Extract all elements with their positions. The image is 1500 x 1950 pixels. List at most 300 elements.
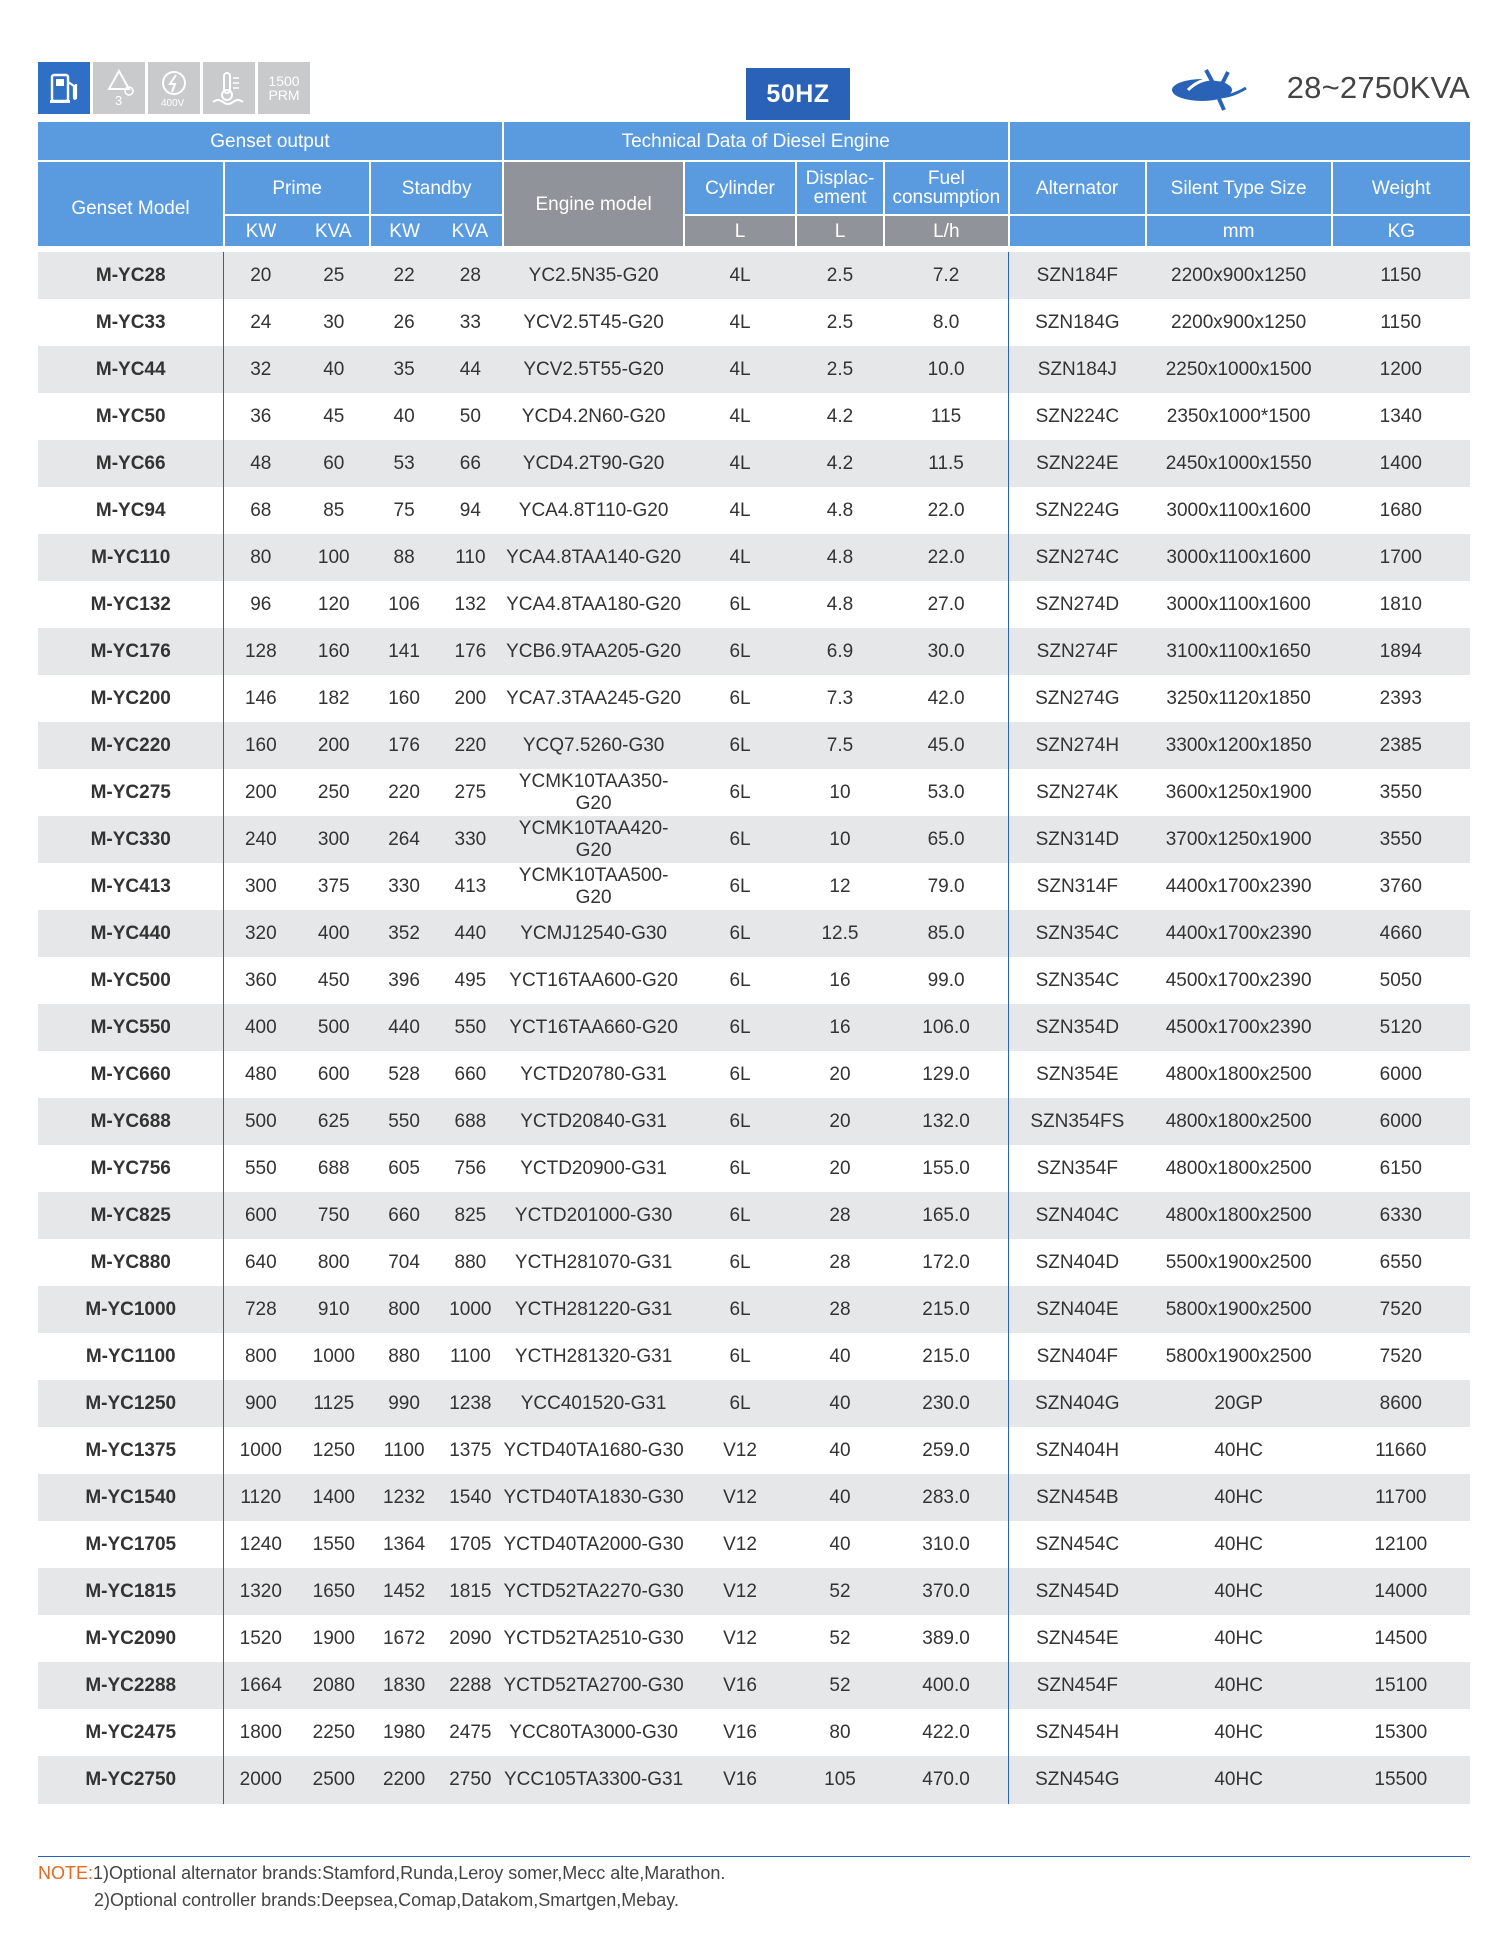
displacement-cell: 40: [796, 1474, 884, 1521]
engine-model-cell: YCTD20900-G31: [503, 1145, 684, 1192]
table-row: [38, 1521, 1470, 1568]
svg-text:400V: 400V: [161, 98, 185, 109]
table-row: [38, 1333, 1470, 1380]
table-row: [38, 1568, 1470, 1615]
prime-kva-cell: 500: [297, 1004, 370, 1051]
genset-model-cell: M-YC2475: [38, 1709, 224, 1756]
prime-kw-cell: 1800: [224, 1709, 297, 1756]
engine-model-cell: YCTD20840-G31: [503, 1098, 684, 1145]
silent-size-cell: 40HC: [1146, 1662, 1332, 1709]
alternator-cell: SZN184G: [1009, 299, 1146, 346]
silent-size-cell: 40HC: [1146, 1521, 1332, 1568]
silent-size-cell: 2200x900x1250: [1146, 299, 1332, 346]
fuel-consumption-cell: 79.0: [884, 863, 1008, 910]
table-row: [38, 1427, 1470, 1474]
standby-kva-cell: 2090: [438, 1615, 503, 1662]
displacement-cell: 52: [796, 1568, 884, 1615]
prime-kw-cell: 480: [224, 1051, 297, 1098]
fuel-consumption-cell: 22.0: [884, 487, 1008, 534]
engine-model-cell: YCV2.5T45-G20: [503, 299, 684, 346]
alternator-cell: SZN404D: [1009, 1239, 1146, 1286]
alternator-cell: SZN274D: [1009, 581, 1146, 628]
voltage-icon: [148, 62, 200, 114]
standby-kw-cell: 880: [370, 1333, 437, 1380]
cylinder-cell: 6L: [684, 816, 796, 863]
silent-size-cell: 4800x1800x2500: [1146, 1192, 1332, 1239]
genset-model-cell: M-YC550: [38, 1004, 224, 1051]
prime-kva-cell: 300: [297, 816, 370, 863]
weight-cell: 14500: [1332, 1615, 1470, 1662]
notes: [38, 1860, 725, 1914]
prime-kw-cell: 800: [224, 1333, 297, 1380]
cylinder-cell: 6L: [684, 769, 796, 816]
standby-kw-cell: 220: [370, 769, 437, 816]
prime-kw-cell: 600: [224, 1192, 297, 1239]
prime-kw-cell: 320: [224, 910, 297, 957]
standby-kva-cell: 550: [438, 1004, 503, 1051]
prime-kw-cell: 2000: [224, 1756, 297, 1804]
fuel-consumption-cell: 85.0: [884, 910, 1008, 957]
table-row: [38, 346, 1470, 393]
standby-kw-cell: 160: [370, 675, 437, 722]
table-row: [38, 393, 1470, 440]
displacement-cell: 80: [796, 1709, 884, 1756]
fuel-consumption-cell: 53.0: [884, 769, 1008, 816]
prime-kva-cell: 85: [297, 487, 370, 534]
genset-model-cell: M-YC1000: [38, 1286, 224, 1333]
fuel-consumption-header: Fuel consumption: [884, 161, 1008, 215]
prime-kw-cell: 128: [224, 628, 297, 675]
standby-kva-cell: 1100: [438, 1333, 503, 1380]
standby-kw-cell: 35: [370, 346, 437, 393]
prime-kw-cell: 1120: [224, 1474, 297, 1521]
silent-size-cell: 2200x900x1250: [1146, 249, 1332, 299]
silent-size-cell: 3000x1100x1600: [1146, 487, 1332, 534]
weight-cell: 2393: [1332, 675, 1470, 722]
genset-model-cell: M-YC94: [38, 487, 224, 534]
engine-model-cell: YCC80TA3000-G30: [503, 1709, 684, 1756]
cylinder-unit: L: [684, 215, 796, 249]
fuel-consumption-cell: 215.0: [884, 1333, 1008, 1380]
alternator-cell: SZN314F: [1009, 863, 1146, 910]
displacement-cell: 40: [796, 1380, 884, 1427]
column-header-row: [38, 161, 1470, 215]
alternator-unit: [1009, 215, 1146, 249]
genset-model-cell: M-YC500: [38, 957, 224, 1004]
fuel-consumption-cell: 310.0: [884, 1521, 1008, 1568]
standby-kw-cell: 40: [370, 393, 437, 440]
silent-size-cell: 3700x1250x1900: [1146, 816, 1332, 863]
standby-kva-cell: 1238: [438, 1380, 503, 1427]
alternator-cell: SZN274H: [1009, 722, 1146, 769]
engine-model-cell: YCTD40TA2000-G30: [503, 1521, 684, 1568]
silent-size-cell: 4400x1700x2390: [1146, 910, 1332, 957]
prime-kva-unit: KVA: [297, 215, 370, 249]
table-row: [38, 957, 1470, 1004]
prime-kva-cell: 250: [297, 769, 370, 816]
table-row: [38, 581, 1470, 628]
cylinder-cell: V16: [684, 1662, 796, 1709]
engine-data-header: Technical Data of Diesel Engine: [503, 122, 1009, 161]
standby-kva-cell: 94: [438, 487, 503, 534]
genset-model-cell: M-YC2750: [38, 1756, 224, 1804]
standby-kva-cell: 330: [438, 816, 503, 863]
table-row: [38, 1286, 1470, 1333]
alternator-cell: SZN274F: [1009, 628, 1146, 675]
engine-model-cell: YCTH281320-G31: [503, 1333, 684, 1380]
prime-kva-cell: 2250: [297, 1709, 370, 1756]
engine-model-cell: YCA4.8TAA140-G20: [503, 534, 684, 581]
standby-kva-unit: KVA: [438, 215, 503, 249]
cylinder-cell: V12: [684, 1615, 796, 1662]
standby-kw-cell: 1232: [370, 1474, 437, 1521]
prime-kva-cell: 2500: [297, 1756, 370, 1804]
weight-cell: 15500: [1332, 1756, 1470, 1804]
silent-size-cell: 2250x1000x1500: [1146, 346, 1332, 393]
table-row: [38, 1239, 1470, 1286]
cylinder-cell: 6L: [684, 1380, 796, 1427]
fuel-consumption-cell: 8.0: [884, 299, 1008, 346]
displacement-cell: 20: [796, 1051, 884, 1098]
weight-cell: 6000: [1332, 1098, 1470, 1145]
fuel-consumption-cell: 11.5: [884, 440, 1008, 487]
table-row: [38, 1662, 1470, 1709]
genset-model-cell: M-YC330: [38, 816, 224, 863]
prime-kva-cell: 1550: [297, 1521, 370, 1568]
table-row: [38, 1051, 1470, 1098]
fuel-consumption-cell: 132.0: [884, 1098, 1008, 1145]
displacement-cell: 4.8: [796, 487, 884, 534]
table-row: [38, 722, 1470, 769]
table-row: [38, 249, 1470, 299]
prime-header: Prime: [224, 161, 370, 215]
cylinder-cell: 6L: [684, 1051, 796, 1098]
engine-model-cell: YCTH281070-G31: [503, 1239, 684, 1286]
fuel-consumption-cell: 42.0: [884, 675, 1008, 722]
cylinder-cell: 4L: [684, 440, 796, 487]
genset-model-cell: M-YC756: [38, 1145, 224, 1192]
table-row: [38, 1098, 1470, 1145]
alternator-cell: SZN184F: [1009, 249, 1146, 299]
genset-spec-table: [38, 122, 1470, 1804]
cylinder-header: Cylinder: [684, 161, 796, 215]
alternator-group-header: [1009, 122, 1470, 161]
prime-kva-cell: 1650: [297, 1568, 370, 1615]
fuel-consumption-cell: 30.0: [884, 628, 1008, 675]
genset-model-cell: M-YC66: [38, 440, 224, 487]
alternator-cell: SZN184J: [1009, 346, 1146, 393]
standby-kw-cell: 26: [370, 299, 437, 346]
spec-table-body: [38, 249, 1470, 1804]
genset-model-cell: M-YC1100: [38, 1333, 224, 1380]
cylinder-cell: 4L: [684, 249, 796, 299]
engine-model-cell: YCD4.2N60-G20: [503, 393, 684, 440]
table-row: [38, 1192, 1470, 1239]
cylinder-cell: 6L: [684, 1286, 796, 1333]
weight-cell: 3550: [1332, 816, 1470, 863]
displacement-cell: 52: [796, 1615, 884, 1662]
standby-kw-cell: 660: [370, 1192, 437, 1239]
speed-icon: 1500 PRM: [258, 62, 310, 114]
engine-model-cell: YCA7.3TAA245-G20: [503, 675, 684, 722]
prime-kw-cell: 728: [224, 1286, 297, 1333]
genset-output-header: Genset output: [38, 122, 503, 161]
cylinder-cell: 4L: [684, 346, 796, 393]
alternator-cell: SZN354D: [1009, 1004, 1146, 1051]
prime-kw-cell: 32: [224, 346, 297, 393]
genset-model-cell: M-YC275: [38, 769, 224, 816]
silent-size-cell: 3300x1200x1850: [1146, 722, 1332, 769]
alternator-cell: SZN274K: [1009, 769, 1146, 816]
silent-size-cell: 4800x1800x2500: [1146, 1145, 1332, 1192]
prime-kw-cell: 1664: [224, 1662, 297, 1709]
engine-model-cell: YCTD52TA2700-G30: [503, 1662, 684, 1709]
cylinder-cell: 4L: [684, 299, 796, 346]
fuel-consumption-cell: 389.0: [884, 1615, 1008, 1662]
table-bottom-rule: [38, 1856, 1470, 1857]
silent-size-cell: 40HC: [1146, 1756, 1332, 1804]
prime-kva-cell: 25: [297, 249, 370, 299]
weight-cell: 15100: [1332, 1662, 1470, 1709]
standby-kva-cell: 413: [438, 863, 503, 910]
genset-model-cell: M-YC200: [38, 675, 224, 722]
engine-model-cell: YCMK10TAA350-G20: [503, 769, 684, 816]
cylinder-cell: 6L: [684, 581, 796, 628]
engine-model-cell: YCT16TAA600-G20: [503, 957, 684, 1004]
engine-model-cell: YCMK10TAA500-G20: [503, 863, 684, 910]
prime-kw-cell: 80: [224, 534, 297, 581]
prime-kw-cell: 550: [224, 1145, 297, 1192]
prime-kva-cell: 120: [297, 581, 370, 628]
silent-size-cell: 40HC: [1146, 1474, 1332, 1521]
table-row: [38, 487, 1470, 534]
weight-cell: 15300: [1332, 1709, 1470, 1756]
weight-cell: 5050: [1332, 957, 1470, 1004]
table-row: [38, 910, 1470, 957]
table-row: [38, 1145, 1470, 1192]
alternator-cell: SZN454D: [1009, 1568, 1146, 1615]
weight-cell: 3550: [1332, 769, 1470, 816]
genset-model-cell: M-YC1250: [38, 1380, 224, 1427]
standby-kw-cell: 1364: [370, 1521, 437, 1568]
displacement-cell: 40: [796, 1333, 884, 1380]
table-row: [38, 863, 1470, 910]
table-row: [38, 769, 1470, 816]
fuel-consumption-cell: 7.2: [884, 249, 1008, 299]
genset-model-cell: M-YC176: [38, 628, 224, 675]
standby-kw-cell: 605: [370, 1145, 437, 1192]
weight-header: Weight: [1332, 161, 1470, 215]
displacement-cell: 10: [796, 816, 884, 863]
genset-model-cell: M-YC44: [38, 346, 224, 393]
displacement-cell: 4.8: [796, 581, 884, 628]
alternator-header: Alternator: [1009, 161, 1146, 215]
prime-kw-cell: 36: [224, 393, 297, 440]
displacement-cell: 10: [796, 769, 884, 816]
standby-kw-cell: 53: [370, 440, 437, 487]
prime-kva-cell: 60: [297, 440, 370, 487]
water-cooling-icon: [203, 62, 255, 114]
genset-model-cell: M-YC413: [38, 863, 224, 910]
note-label: NOTE:: [38, 1863, 94, 1883]
cylinder-cell: 4L: [684, 487, 796, 534]
silent-size-cell: 4800x1800x2500: [1146, 1051, 1332, 1098]
prime-kw-cell: 400: [224, 1004, 297, 1051]
standby-kva-cell: 440: [438, 910, 503, 957]
standby-kva-cell: 110: [438, 534, 503, 581]
displacement-cell: 4.2: [796, 393, 884, 440]
prime-kva-cell: 100: [297, 534, 370, 581]
engine-model-cell: YCTD52TA2270-G30: [503, 1568, 684, 1615]
note-line-1: [38, 1860, 725, 1887]
weight-cell: 7520: [1332, 1333, 1470, 1380]
displacement-cell: 16: [796, 1004, 884, 1051]
table-row: [38, 1615, 1470, 1662]
weight-cell: 2385: [1332, 722, 1470, 769]
cylinder-cell: 6L: [684, 1239, 796, 1286]
silent-size-cell: 3600x1250x1900: [1146, 769, 1332, 816]
alternator-cell: SZN454H: [1009, 1709, 1146, 1756]
weight-cell: 4660: [1332, 910, 1470, 957]
silent-size-cell: 5800x1900x2500: [1146, 1286, 1332, 1333]
fuel-consumption-cell: 259.0: [884, 1427, 1008, 1474]
displacement-cell: 4.8: [796, 534, 884, 581]
prime-kw-cell: 1000: [224, 1427, 297, 1474]
standby-kw-cell: 106: [370, 581, 437, 628]
prime-kw-cell: 300: [224, 863, 297, 910]
engine-model-cell: YC2.5N35-G20: [503, 249, 684, 299]
standby-kva-cell: 1705: [438, 1521, 503, 1568]
standby-kw-cell: 176: [370, 722, 437, 769]
alternator-cell: SZN224G: [1009, 487, 1146, 534]
engine-model-cell: YCQ7.5260-G30: [503, 722, 684, 769]
frequency-badge: 50HZ: [746, 68, 850, 120]
cylinder-cell: 6L: [684, 722, 796, 769]
prime-kw-cell: 240: [224, 816, 297, 863]
engine-model-cell: YCTH281220-G31: [503, 1286, 684, 1333]
group-header-row: [38, 122, 1470, 161]
standby-kw-cell: 141: [370, 628, 437, 675]
displacement-cell: 12.5: [796, 910, 884, 957]
weight-cell: 1200: [1332, 346, 1470, 393]
prime-kw-unit: KW: [224, 215, 297, 249]
prime-kw-cell: 1240: [224, 1521, 297, 1568]
alternator-cell: SZN354FS: [1009, 1098, 1146, 1145]
standby-kva-cell: 275: [438, 769, 503, 816]
genset-model-cell: M-YC2288: [38, 1662, 224, 1709]
displacement-unit: L: [796, 215, 884, 249]
engine-model-cell: YCTD52TA2510-G30: [503, 1615, 684, 1662]
standby-kva-cell: 2475: [438, 1709, 503, 1756]
cylinder-cell: 4L: [684, 534, 796, 581]
svg-text:3: 3: [115, 93, 123, 108]
standby-kw-cell: 264: [370, 816, 437, 863]
standby-header: Standby: [370, 161, 503, 215]
standby-kw-cell: 2200: [370, 1756, 437, 1804]
prime-kva-cell: 910: [297, 1286, 370, 1333]
silent-size-cell: 4800x1800x2500: [1146, 1098, 1332, 1145]
prime-kva-cell: 625: [297, 1098, 370, 1145]
table-row: [38, 1709, 1470, 1756]
engine-model-cell: YCA4.8T110-G20: [503, 487, 684, 534]
prime-kw-cell: 360: [224, 957, 297, 1004]
standby-kva-cell: 132: [438, 581, 503, 628]
prime-kva-cell: 400: [297, 910, 370, 957]
standby-kva-cell: 220: [438, 722, 503, 769]
prime-kva-cell: 1000: [297, 1333, 370, 1380]
standby-kw-cell: 528: [370, 1051, 437, 1098]
note-line-2: 2)Optional controller brands:Deepsea,Comap,Datakom,Smartgen,Mebay.: [94, 1890, 679, 1910]
weight-cell: 1340: [1332, 393, 1470, 440]
fuel-consumption-cell: 230.0: [884, 1380, 1008, 1427]
prime-kw-cell: 1520: [224, 1615, 297, 1662]
cylinder-cell: V12: [684, 1474, 796, 1521]
fuel-unit: L/h: [884, 215, 1008, 249]
standby-kw-cell: 352: [370, 910, 437, 957]
prime-kw-cell: 48: [224, 440, 297, 487]
prime-kva-cell: 688: [297, 1145, 370, 1192]
genset-model-cell: M-YC1705: [38, 1521, 224, 1568]
cylinder-cell: 6L: [684, 628, 796, 675]
prime-kva-cell: 450: [297, 957, 370, 1004]
alternator-cell: SZN454G: [1009, 1756, 1146, 1804]
fuel-pump-icon: [38, 62, 90, 114]
cylinder-cell: 6L: [684, 1098, 796, 1145]
alternator-cell: SZN354C: [1009, 957, 1146, 1004]
prime-kva-cell: 40: [297, 346, 370, 393]
prime-kva-cell: 2080: [297, 1662, 370, 1709]
silent-size-cell: 4500x1700x2390: [1146, 957, 1332, 1004]
standby-kw-cell: 88: [370, 534, 437, 581]
prime-kva-cell: 200: [297, 722, 370, 769]
fuel-consumption-cell: 65.0: [884, 816, 1008, 863]
displacement-cell: 16: [796, 957, 884, 1004]
standby-kw-cell: 704: [370, 1239, 437, 1286]
alternator-cell: SZN404H: [1009, 1427, 1146, 1474]
standby-kva-cell: 495: [438, 957, 503, 1004]
weight-cell: 5120: [1332, 1004, 1470, 1051]
displacement-cell: 4.2: [796, 440, 884, 487]
fuel-consumption-cell: 155.0: [884, 1145, 1008, 1192]
prime-kva-cell: 1400: [297, 1474, 370, 1521]
standby-kva-cell: 1375: [438, 1427, 503, 1474]
top-bar: [38, 62, 1470, 120]
cylinder-cell: 6L: [684, 910, 796, 957]
silent-size-header: Silent Type Size: [1146, 161, 1332, 215]
unit-header-row: [38, 215, 1470, 249]
prime-kva-cell: 600: [297, 1051, 370, 1098]
standby-kw-cell: 396: [370, 957, 437, 1004]
weight-cell: 7520: [1332, 1286, 1470, 1333]
cylinder-cell: V12: [684, 1521, 796, 1568]
weight-cell: 1810: [1332, 581, 1470, 628]
size-unit: mm: [1146, 215, 1332, 249]
displacement-cell: 2.5: [796, 299, 884, 346]
note-text-1: 1)Optional alternator brands:Stamford,Runda,Leroy somer,Mecc alte,Marathon.: [93, 1863, 726, 1883]
cylinder-cell: 4L: [684, 393, 796, 440]
standby-kva-cell: 1815: [438, 1568, 503, 1615]
genset-model-cell: M-YC660: [38, 1051, 224, 1098]
weight-cell: 1400: [1332, 440, 1470, 487]
genset-model-cell: M-YC33: [38, 299, 224, 346]
fuel-consumption-cell: 165.0: [884, 1192, 1008, 1239]
standby-kw-cell: 440: [370, 1004, 437, 1051]
displacement-cell: 7.5: [796, 722, 884, 769]
silent-size-cell: 40HC: [1146, 1427, 1332, 1474]
alternator-cell: SZN314D: [1009, 816, 1146, 863]
table-row: [38, 1474, 1470, 1521]
genset-model-cell: M-YC1815: [38, 1568, 224, 1615]
